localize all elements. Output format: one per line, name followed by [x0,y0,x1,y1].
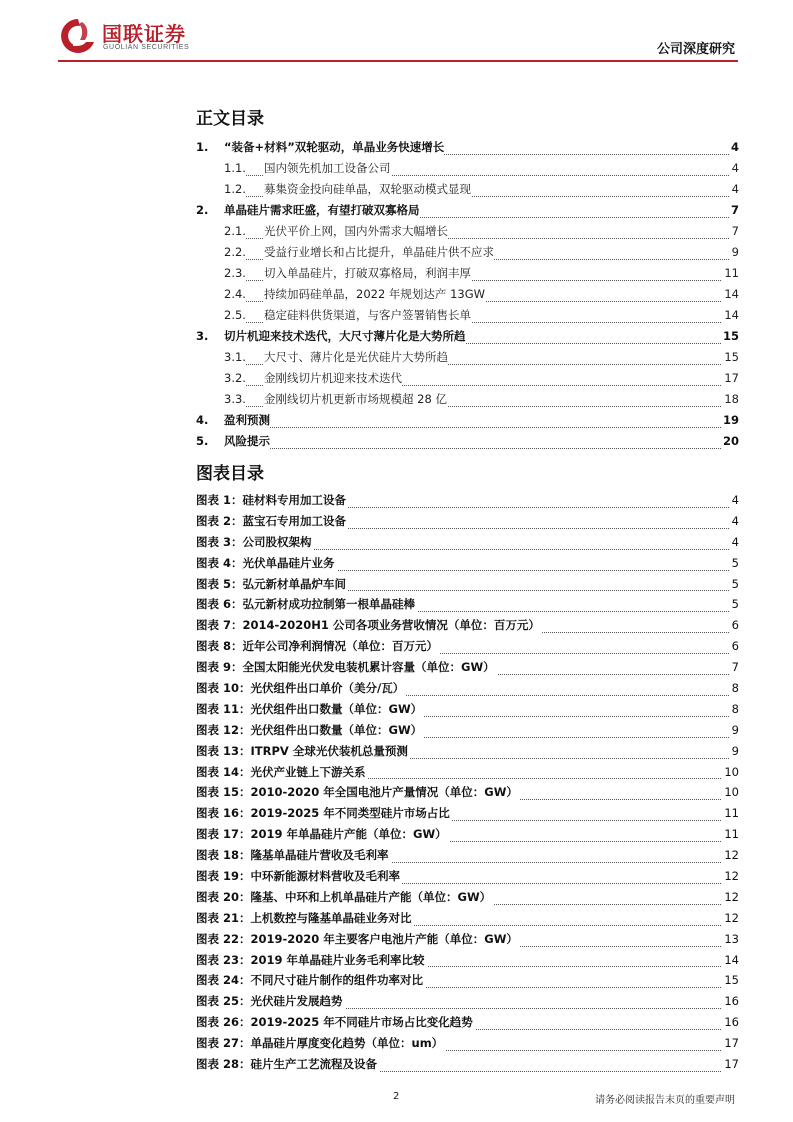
toc-section-entry[interactable] [196,200,739,221]
toc-entry-page: 11 [722,263,739,284]
figure-entry-page: 14 [722,950,739,971]
toc-entry-number: 2.2. [224,242,246,263]
figure-entry-title: 图表 11：光伏组件出口数量（单位：GW） [196,699,424,720]
toc-entry-page: 20 [721,431,739,452]
toc-entry-title: 受益行业增长和占比提升，单晶硅片供不应求 [264,242,494,263]
figure-entry-page: 12 [722,866,739,887]
toc-subsection-entry[interactable] [196,158,739,179]
figure-entry-page: 15 [722,970,739,991]
figure-entry-page: 12 [722,908,739,929]
toc-entry-title: 切入单晶硅片，打破双寡格局，利润丰厚 [264,263,471,284]
leader-dots [224,427,739,428]
figure-list-entry[interactable] [196,950,739,971]
logo-english-name: GUOLIAN SECURITIES [103,44,190,51]
figure-entry-page: 11 [722,803,739,824]
toc-entry-number: 2.3. [224,263,246,284]
toc-entry-title: “装备+材料”双轮驱动，单晶业务快速增长 [224,137,444,158]
figure-entry-page: 8 [730,699,739,720]
toc-entry-title: 盈利预测 [224,410,270,431]
figure-list-entry[interactable] [196,532,739,553]
figure-entry-title: 图表 21：上机数控与隆基单晶硅业务对比 [196,908,414,929]
figure-entry-title: 图表 25：光伏硅片发展趋势 [196,991,345,1012]
page-header [0,0,793,70]
figure-entry-page: 4 [730,511,739,532]
toc-entry-number: 2.5. [224,305,246,326]
toc-entry-title: 单晶硅片需求旺盛，有望打破双寡格局 [224,200,420,221]
figure-entry-title: 图表 17：2019 年单晶硅片产能（单位：GW） [196,824,449,845]
toc-entry-page: 7 [729,200,739,221]
toc-section-entry[interactable] [196,431,739,452]
figure-list-entry[interactable] [196,970,739,991]
figure-entry-title: 图表 22：2019-2020 年主要客户电池片产能（单位：GW） [196,929,520,950]
figure-entry-title: 图表 8：近年公司净利润情况（单位：百万元） [196,636,440,657]
figure-entry-title: 图表 14：光伏产业链上下游关系 [196,762,368,783]
figure-entry-title: 图表 20：隆基、中环和上机单晶硅片产能（单位：GW） [196,887,493,908]
toc-section-entry[interactable] [196,410,739,431]
figure-list-entry[interactable] [196,824,739,845]
figure-list-entry[interactable] [196,887,739,908]
figure-entry-title: 图表 28：硅片生产工艺流程及设备 [196,1054,379,1075]
figure-list-entry[interactable] [196,741,739,762]
figure-entry-title: 图表 7：2014-2020H1 公司各项业务营收情况（单位：百万元） [196,615,542,636]
toc-entry-title: 国内领先机加工设备公司 [264,158,391,179]
toc-heading: 正文目录 [196,109,264,129]
report-type-label: 公司深度研究 [656,42,735,57]
figure-list-entry[interactable] [196,1012,739,1033]
toc-subsection-entry[interactable] [196,242,739,263]
figure-entry-page: 13 [722,929,739,950]
toc-entry-title: 大尺寸、薄片化是光伏硅片大势所趋 [264,347,448,368]
figure-list-entry[interactable] [196,699,739,720]
figure-entry-page: 6 [730,636,739,657]
figure-entry-title: 图表 12：光伏组件出口数量（单位：GW） [196,720,424,741]
toc-entry-number: 2.4. [224,284,246,305]
figure-list-entry[interactable] [196,720,739,741]
toc-entry-title: 金刚线切片机更新市场规模超 28 亿 [264,389,447,410]
figure-list-entry[interactable] [196,615,739,636]
figure-list-entry[interactable] [196,929,739,950]
figure-entry-page: 5 [730,574,739,595]
figure-list-entry[interactable] [196,866,739,887]
toc-entry-page: 17 [722,368,739,389]
toc-subsection-entry[interactable] [196,284,739,305]
figure-list-entry[interactable] [196,553,739,574]
figure-entry-page: 4 [730,532,739,553]
toc-entry-number: 3.3. [224,389,246,410]
figure-entry-page: 12 [722,887,739,908]
toc-entry-number: 3.2. [224,368,246,389]
toc-entry-title: 募集资金投向硅单晶，双轮驱动模式显现 [264,179,471,200]
figure-entry-page: 4 [730,490,739,511]
toc-entry-page: 15 [721,326,739,347]
toc-subsection-entry[interactable] [196,305,739,326]
figure-entry-page: 11 [722,824,739,845]
figure-entry-page: 5 [730,594,739,615]
toc-entry-number: 3. [196,326,208,347]
figure-entry-title: 图表 4：光伏单晶硅片业务 [196,553,337,574]
figure-list-entry[interactable] [196,511,739,532]
figure-entry-title: 图表 6：弘元新材成功拉制第一根单晶硅棒 [196,594,417,615]
figure-entry-title: 图表 18：隆基单晶硅片营收及毛利率 [196,845,391,866]
figure-entry-page: 5 [730,553,739,574]
figure-entry-page: 16 [722,991,739,1012]
figure-entry-title: 图表 2：蓝宝石专用加工设备 [196,511,348,532]
figure-entry-title: 图表 16：2019-2025 年不同类型硅片市场占比 [196,803,452,824]
toc-entry-page: 4 [729,137,739,158]
toc-entry-page: 14 [722,284,739,305]
figure-entry-page: 8 [730,678,739,699]
toc-entry-number: 2. [196,200,208,221]
header-divider [58,60,738,62]
figure-list-entry[interactable] [196,991,739,1012]
figure-list-entry[interactable] [196,1054,739,1075]
figure-entry-page: 17 [722,1033,739,1054]
figure-entry-title: 图表 19：中环新能源材料营收及毛利率 [196,866,402,887]
toc-entry-number: 1.2. [224,179,246,200]
toc-subsection-entry[interactable] [196,389,739,410]
figure-list-entry[interactable] [196,762,739,783]
figure-list-heading: 图表目录 [196,464,264,484]
table-of-contents [196,137,739,452]
toc-subsection-entry[interactable] [196,179,739,200]
toc-entry-number: 3.1. [224,347,246,368]
figure-list-entry[interactable] [196,574,739,595]
toc-entry-number: 2.1. [224,221,246,242]
figure-list-entry[interactable] [196,657,739,678]
toc-entry-page: 14 [722,305,739,326]
figure-entry-page: 10 [722,782,739,803]
figure-entry-title: 图表 1：硅材料专用加工设备 [196,490,348,511]
footer-disclaimer: 请务必阅读报告末页的重要声明 [595,1095,735,1106]
figure-list-entry[interactable] [196,845,739,866]
figure-entry-title: 图表 27：单晶硅片厚度变化趋势（单位：um） [196,1033,445,1054]
figure-entry-title: 图表 23：2019 年单晶硅片业务毛利率比较 [196,950,427,971]
toc-section-entry[interactable] [196,326,739,347]
toc-entry-number: 1.1. [224,158,246,179]
toc-entry-number: 4. [196,410,208,431]
figure-entry-title: 图表 5：弘元新材单晶炉车间 [196,574,348,595]
toc-entry-page: 9 [730,242,739,263]
toc-entry-page: 18 [722,389,739,410]
leader-dots [224,448,739,449]
figure-entry-title: 图表 24：不同尺寸硅片制作的组件功率对比 [196,970,425,991]
toc-entry-page: 4 [730,158,739,179]
figure-list-entry[interactable] [196,594,739,615]
figure-entry-page: 6 [730,615,739,636]
figure-list-entry[interactable] [196,1033,739,1054]
figure-entry-title: 图表 15：2010-2020 年全国电池片产量情况（单位：GW） [196,782,520,803]
figure-entry-title: 图表 3：公司股权架构 [196,532,314,553]
figure-list-entry[interactable] [196,782,739,803]
figure-list-entry[interactable] [196,803,739,824]
toc-entry-title: 风险提示 [224,431,270,452]
figure-entry-page: 9 [730,741,739,762]
toc-entry-page: 7 [730,221,739,242]
toc-entry-title: 切片机迎来技术迭代，大尺寸薄片化是大势所趋 [224,326,466,347]
page-number: 2 [393,1091,400,1102]
figure-list-entry[interactable] [196,908,739,929]
toc-entry-title: 稳定硅料供货渠道，与客户签署销售长单 [264,305,471,326]
toc-entry-title: 金刚线切片机迎来技术迭代 [264,368,402,389]
toc-subsection-entry[interactable] [196,368,739,389]
figure-entry-title: 图表 10：光伏组件出口单价（美分/瓦） [196,678,406,699]
figure-entry-title: 图表 26：2019-2025 年不同硅片市场占比变化趋势 [196,1012,475,1033]
figure-entry-page: 16 [722,1012,739,1033]
guolian-logo-icon [58,16,98,56]
logo-chinese-name: 国联证券 [102,22,186,46]
toc-subsection-entry[interactable] [196,263,739,284]
toc-section-entry[interactable] [196,137,739,158]
figure-entry-page: 9 [730,720,739,741]
figure-list-entry[interactable] [196,636,739,657]
figure-list-entry[interactable] [196,490,739,511]
figure-list-entry[interactable] [196,678,739,699]
toc-entry-page: 19 [721,410,739,431]
company-logo [58,16,208,58]
figure-entry-title: 图表 13：ITRPV 全球光伏装机总量预测 [196,741,410,762]
figure-entry-title: 图表 9：全国太阳能光伏发电装机累计容量（单位：GW） [196,657,497,678]
toc-entry-title: 光伏平价上网，国内外需求大幅增长 [264,221,448,242]
toc-subsection-entry[interactable] [196,221,739,242]
toc-subsection-entry[interactable] [196,347,739,368]
toc-entry-page: 15 [722,347,739,368]
figure-entry-page: 7 [730,657,739,678]
figure-entry-page: 12 [722,845,739,866]
toc-entry-page: 4 [730,179,739,200]
figure-entry-page: 17 [722,1054,739,1075]
toc-entry-title: 持续加码硅单晶，2022 年规划达产 13GW [264,284,485,305]
toc-entry-number: 5. [196,431,208,452]
toc-entry-number: 1. [196,137,208,158]
figure-entry-page: 10 [722,762,739,783]
figure-list [196,490,739,1075]
